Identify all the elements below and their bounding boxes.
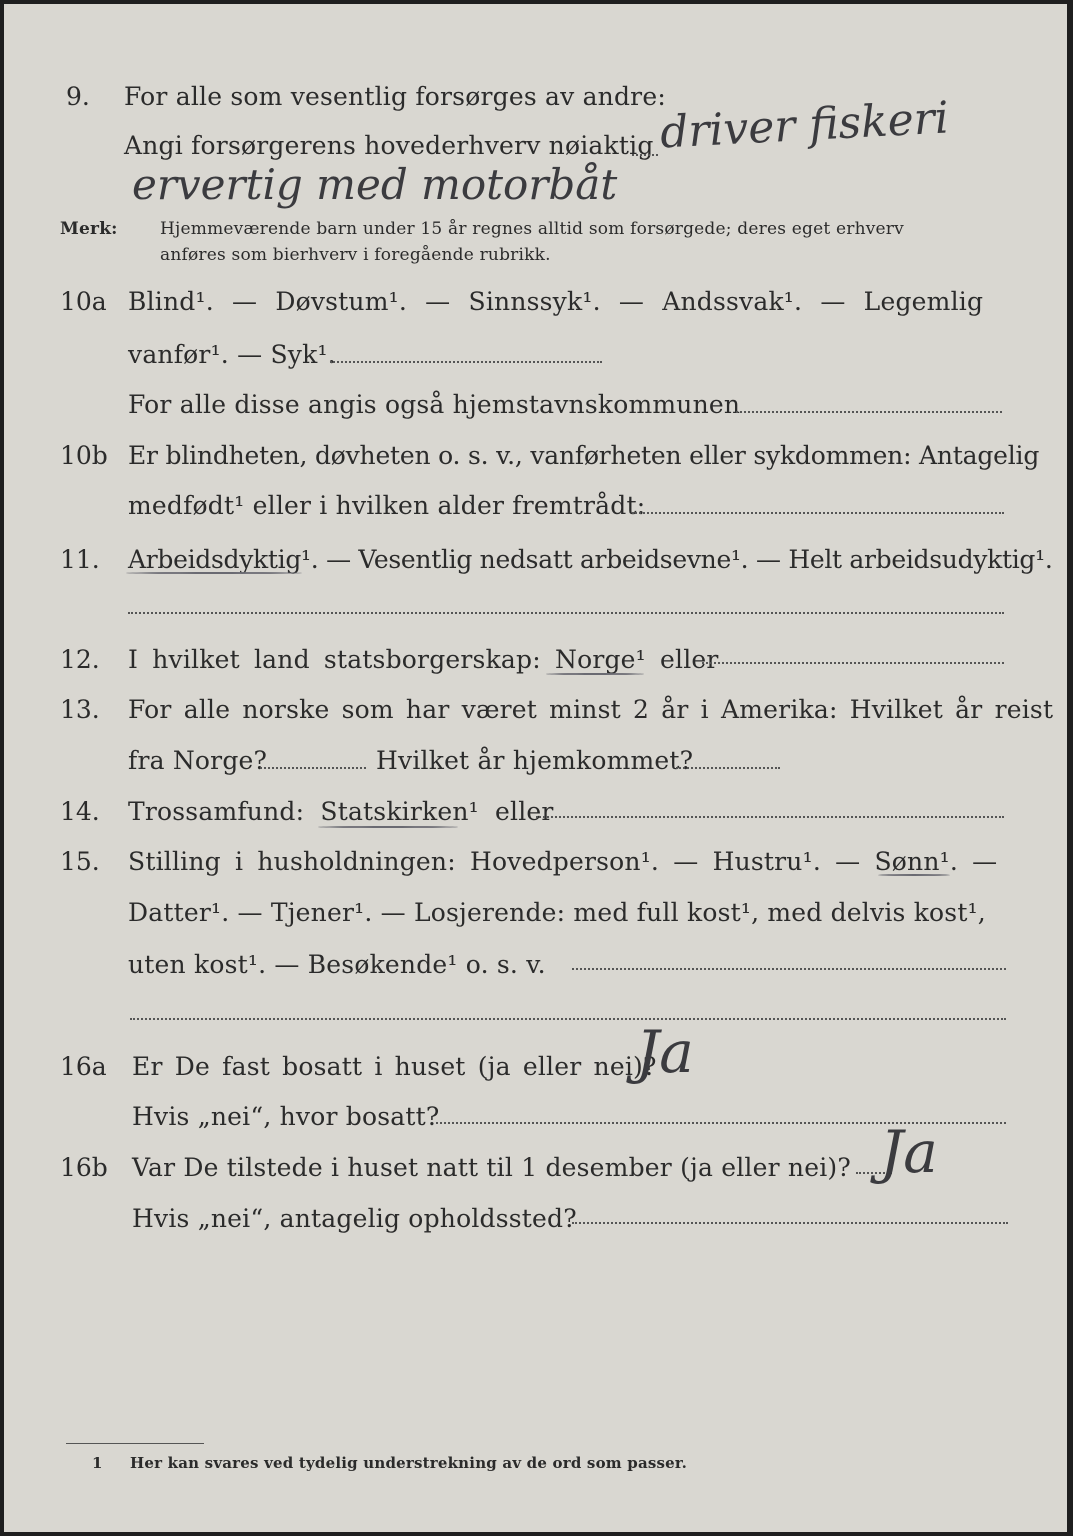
q13-hjemkommet-line bbox=[676, 767, 780, 769]
q15-extra-line bbox=[130, 1018, 1006, 1020]
merk-line1: Hjemmeværende barn under 15 år regnes alltid som forsørgede; deres eget erhverv bbox=[160, 219, 904, 239]
q9-number: 9. bbox=[66, 82, 90, 111]
q11-extra-line bbox=[128, 612, 1004, 614]
merk-label: Merk: bbox=[60, 219, 118, 239]
q15-line3: uten kost¹. — Besøkende¹ o. s. v. bbox=[128, 950, 546, 979]
q10a-syk-line bbox=[330, 361, 602, 363]
q10a-line1: Blind¹. — Døvstum¹. — Sinnssyk¹. — Andssvak¹. — Legemlig bbox=[128, 287, 984, 316]
q10a-line2: vanfør¹. — Syk¹. bbox=[128, 340, 336, 369]
q13-line2a: fra Norge? bbox=[128, 746, 268, 775]
q12-number: 12. bbox=[60, 645, 100, 674]
q10a-number: 10a bbox=[60, 287, 107, 316]
q10b-number: 10b bbox=[60, 441, 108, 470]
q13-line1: For alle norske som har været minst 2 år i Amerika: Hvilket år reist bbox=[128, 695, 1054, 724]
q9-handwritten-answer1: driver fiskeri bbox=[658, 92, 951, 159]
q13-line2b: Hvilket år hjemkommet? bbox=[376, 746, 694, 775]
q12-line1: I hvilket land statsborgerskap: Norge¹ eller bbox=[128, 645, 719, 674]
footnote-mark: 1 bbox=[92, 1454, 103, 1472]
q16a-line2: Hvis „nei“, hvor bosatt? bbox=[132, 1102, 440, 1131]
q15-line1: Stilling i husholdningen: Hovedperson¹. — Hustru¹. — Sønn¹. — bbox=[128, 847, 998, 876]
q14-answer-line bbox=[536, 816, 1004, 818]
q15-underline-sonn bbox=[878, 874, 950, 876]
q9-answer-line bbox=[632, 154, 658, 156]
q15-line2: Datter¹. — Tjener¹. — Losjerende: med full kost¹, med delvis kost¹, bbox=[128, 898, 986, 927]
q10b-line1: Er blindheten, døvheten o. s. v., vanførheten eller sykdommen: Antagelig bbox=[128, 441, 1040, 470]
q9-line1: For alle som vesentlig forsørges av andre: bbox=[124, 82, 666, 111]
q16b-handwritten-answer: Ja bbox=[880, 1118, 938, 1186]
q10b-answer-line bbox=[632, 512, 1004, 514]
q11-number: 11. bbox=[60, 545, 100, 574]
q10a-line3: For alle disse angis også hjemstavnskommunen bbox=[128, 390, 741, 419]
q13-number: 13. bbox=[60, 695, 100, 724]
q16a-number: 16a bbox=[60, 1052, 107, 1081]
q11-underline-arbeidsdyktig bbox=[126, 572, 302, 574]
q15-answer-line bbox=[572, 968, 1006, 970]
q11-line1: Arbeidsdyktig¹. — Vesentlig nedsatt arbeidsevne¹. — Helt arbeidsudyktig¹. bbox=[128, 545, 1053, 574]
q14-number: 14. bbox=[60, 797, 100, 826]
q9-handwritten-answer2: ervertig med motorbåt bbox=[132, 160, 618, 209]
merk-line2: anføres som bierhverv i foregående rubrikk. bbox=[160, 245, 551, 265]
q12-underline-norge bbox=[546, 673, 644, 675]
q16b-line2: Hvis „nei“, antagelig opholdssted? bbox=[132, 1204, 577, 1233]
q16b-line1: Var De tilstede i huset natt til 1 desember (ja eller nei)? bbox=[132, 1153, 851, 1182]
q16a-handwritten-answer: Ja bbox=[636, 1018, 694, 1086]
q14-line1: Trossamfund: Statskirken¹ eller bbox=[128, 797, 554, 826]
q16b-opholdssted-line bbox=[572, 1222, 1008, 1224]
q9-line2: Angi forsørgerens hovederhverv nøiaktig bbox=[124, 131, 654, 160]
q16b-number: 16b bbox=[60, 1153, 108, 1182]
q16a-line1: Er De fast bosatt i huset (ja eller nei)? bbox=[132, 1052, 657, 1081]
footnote-rule bbox=[66, 1443, 204, 1444]
q15-number: 15. bbox=[60, 847, 100, 876]
q12-answer-line bbox=[702, 662, 1004, 664]
q13-reist-line bbox=[260, 767, 366, 769]
q14-underline-statskirken bbox=[318, 826, 458, 828]
q10a-kommune-line bbox=[736, 411, 1002, 413]
q10b-line2: medfødt¹ eller i hvilken alder fremtrådt: bbox=[128, 491, 646, 520]
footnote-text: Her kan svares ved tydelig understrekning av de ord som passer. bbox=[130, 1454, 688, 1472]
